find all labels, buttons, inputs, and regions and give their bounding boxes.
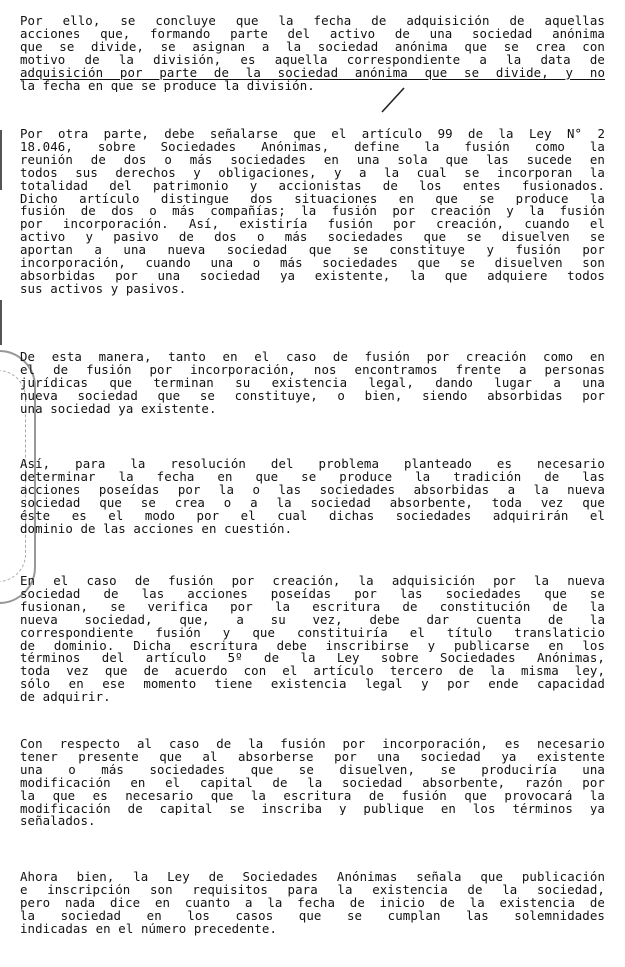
text-line: Por ello, se concluye que la fecha de adquisición de aquellas	[20, 15, 605, 28]
text-line: fusión de dos o más compañías; la fusión por creación y la fusión	[20, 205, 605, 219]
text-line: nueva sociedad que se constituye, o bien, siendo absorbidas por	[20, 389, 605, 403]
paragraph-legal-persons	[20, 351, 605, 416]
text-line: dominio de las acciones en cuestión.	[20, 522, 293, 536]
text-line: motivo de la división, es aquella correspondiente a la data de	[20, 53, 605, 67]
text-line: incorporación, cuando una o más sociedades que se disuelven son	[20, 257, 605, 270]
text-line: toda vez que de acuerdo con el artículo tercero de la misma ley,	[20, 665, 605, 679]
text-line: e inscripción son requisitos para la existencia de la sociedad,	[20, 883, 605, 897]
text-line: el de fusión por incorporación, nos encontramos frente a personas	[20, 363, 605, 377]
paragraph-division-date	[20, 15, 605, 92]
text-line: totalidad del patrimonio y accionistas de los entes fusionados.	[20, 179, 605, 193]
text-line: señalados.	[20, 815, 96, 829]
text-line: activo y pasivo de dos o más sociedades que se disuelven se	[20, 231, 605, 245]
text-line: Así, para la resolución del problema planteado es necesario	[20, 458, 605, 471]
paragraph-fusion-by-creation	[20, 575, 605, 704]
text-line: modificación en el capital de la sociedad absorbente, razón por	[20, 776, 605, 790]
text-line: términos del artículo 5º de la Ley sobre Sociedades Anónimas,	[20, 652, 605, 666]
paragraph-fusion-by-incorporation	[20, 738, 605, 828]
text-line-underlined: adquisición por parte de la sociedad anónima que se divide, y no	[20, 66, 605, 80]
text-line: aportan a una nueva sociedad que se constituye y fusión por	[20, 244, 605, 258]
text-line: indicadas en el número precedente.	[20, 922, 278, 936]
margin-bracket-mark	[0, 130, 16, 190]
text-line: jurídicas que terminan su existencia legal, dando lugar a una	[20, 376, 605, 390]
text-line: absorbidas por una sociedad ya existente, la que adquiere todos	[20, 269, 605, 283]
text-line: todos sus derechos y obligaciones, y a la cual se incorporan la	[20, 166, 605, 180]
text-line: sus activos y pasivos.	[20, 282, 187, 296]
paragraph-tradition-date	[20, 458, 605, 535]
text-line: una sociedad ya existente.	[20, 402, 217, 416]
text-line: de dominio. Dicha escritura debe inscribirse y publicarse en los	[20, 639, 605, 653]
text-line: correspondiente fusión y que constituiría el título translaticio	[20, 626, 605, 640]
text-line: la que es necesario que la escritura de fusión que provocará la	[20, 789, 605, 803]
text-line: reunión de dos o más sociedades en una sola que las sucede en	[20, 153, 605, 167]
text-line: modificación de capital se inscriba y publique en los términos ya	[20, 802, 605, 816]
paragraph-fusion-definition	[20, 128, 605, 296]
text-line: la fecha en que se produce la división.	[20, 79, 315, 93]
text-line: Ahora bien, la Ley de Sociedades Anónimas señala que publicación	[20, 871, 605, 884]
text-line: fusionan, se verifica por la escritura de constitución de la	[20, 600, 605, 614]
text-line: sociedad que se crea o a la sociedad absorbente, toda vez que	[20, 496, 605, 510]
text-line: Dicho artículo distingue dos situaciones en que se produce la	[20, 192, 605, 206]
margin-bracket-mark	[0, 300, 16, 345]
text-line: por incorporación. Así, existiría fusión por creación, cuando el	[20, 218, 605, 232]
text-line: Con respecto al caso de la fusión por incorporación, es necesario	[20, 738, 605, 751]
text-line: 18.046, sobre Sociedades Anónimas, define la fusión como la	[20, 140, 605, 154]
text-line: En el caso de fusión por creación, la adquisición por la nueva	[20, 575, 605, 588]
text-line: pero nada dice en cuanto a la fecha de inicio de la existencia de	[20, 896, 605, 910]
text-line: tener presente que al absorberse por una sociedad ya existente	[20, 750, 605, 764]
text-line: acciones que, formando parte del activo de una sociedad anónima	[20, 27, 605, 41]
text-line: Por otra parte, debe señalarse que el artículo 99 de la Ley N° 2	[20, 128, 605, 141]
text-line: éste es el modo por el cual dichas sociedades adquirirán el	[20, 509, 605, 523]
text-line: que se divide, se asignan a la sociedad anónima que se crea con	[20, 40, 605, 54]
text-line: acciones poseídas por la o las sociedades absorbidas a la nueva	[20, 483, 605, 497]
text-line: la sociedad en los casos que se cumplan las solemnidades	[20, 909, 605, 923]
text-line: sociedad de las acciones poseídas por las sociedades que se	[20, 587, 605, 601]
paragraph-existence-date	[20, 871, 605, 936]
text-line: determinar la fecha en que se produce la tradición de las	[20, 470, 605, 484]
text-line: De esta manera, tanto en el caso de fusión por creación como en	[20, 351, 605, 364]
text-line: sólo en ese momento tiene existencia legal y por ende capacidad	[20, 678, 605, 692]
text-line: una o más sociedades que se disuelven, se produciría una	[20, 763, 605, 777]
text-line: nueva sociedad, que, a su vez, debe dar cuenta de la	[20, 613, 605, 627]
text-line: de adquirir.	[20, 691, 111, 705]
